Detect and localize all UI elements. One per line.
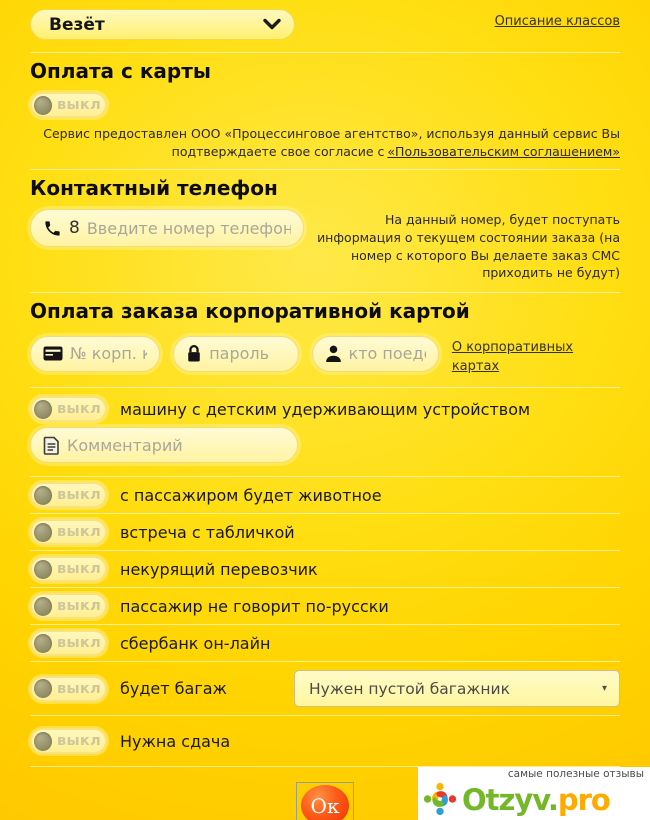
- option-label: Нужна сдача: [120, 731, 231, 751]
- divider: [30, 169, 620, 170]
- comment-document-icon: [43, 436, 60, 455]
- option-row-change-needed: [0, 716, 650, 766]
- credit-card-icon: [43, 346, 63, 361]
- option-row-animal: [0, 477, 650, 513]
- option-label: некурящий перевозчик: [120, 559, 318, 579]
- ok-button[interactable]: [296, 782, 354, 820]
- option-row-baggage: [0, 662, 650, 715]
- phone-input-pill: [30, 209, 304, 247]
- tariff-class-value: Везёт: [49, 14, 105, 35]
- otzyv-logo-icon: [422, 781, 458, 820]
- option-row-non-smoking: [0, 551, 650, 587]
- toggle-state-label: выкл: [57, 561, 101, 577]
- baggage-select[interactable]: [294, 670, 620, 707]
- disclaimer-text: Сервис предоставлен ООО «Процессинговое агентство», используя данный сервис Вы подтверждаете свое согласие с: [43, 126, 620, 159]
- toggle-sberbank[interactable]: [30, 630, 107, 656]
- corporate-row: [0, 323, 650, 374]
- toggle-state-label: выкл: [57, 524, 101, 540]
- tariff-class-select[interactable]: [30, 9, 295, 40]
- toggle-baggage[interactable]: [30, 676, 107, 702]
- option-row-no-russian: [0, 588, 650, 624]
- toggle-state-label: выкл: [57, 635, 101, 651]
- classes-description-link[interactable]: Описание классов: [494, 14, 620, 29]
- card-payment-disclaimer: [30, 125, 620, 160]
- otzyv-watermark: [418, 767, 650, 820]
- comment-input[interactable]: [67, 436, 285, 455]
- option-row-child-seat: [0, 388, 650, 422]
- phone-icon: [43, 219, 62, 238]
- toggle-knob-icon: [34, 96, 52, 115]
- comment-wrap: [0, 422, 650, 476]
- options-list: [0, 388, 650, 767]
- toggle-state-label: выкл: [57, 401, 101, 417]
- option-label: сбербанк он-лайн: [120, 633, 271, 653]
- brand-main: Otzyv: [462, 783, 548, 818]
- ok-button-circle: [301, 785, 349, 820]
- topbar: [0, 0, 650, 40]
- toggle-knob-icon: [34, 679, 52, 698]
- option-label: с пассажиром будет животное: [120, 485, 382, 505]
- user-agreement-link[interactable]: «Пользовательским соглашением»: [387, 143, 620, 159]
- corporate-passenger-input[interactable]: [349, 344, 426, 363]
- toggle-knob-icon: [34, 560, 52, 579]
- corporate-card-number-input[interactable]: [70, 344, 147, 363]
- divider: [30, 52, 620, 53]
- corporate-card-pill: [30, 336, 160, 372]
- option-label: будет багаж: [120, 679, 227, 698]
- card-payment-toggle-row: [0, 83, 650, 118]
- brand-dot: .: [547, 783, 558, 818]
- corporate-password-pill: [173, 336, 298, 372]
- toggle-knob-icon: [34, 634, 52, 653]
- phone-hint: На данный номер, будет поступать информация о текущем состоянии заказа (на номер с которого Вы делаете заказ СМС приходить не будут): [317, 212, 620, 281]
- toggle-knob-icon: [34, 400, 52, 419]
- toggle-state-label: выкл: [57, 680, 101, 697]
- option-label: пассажир не говорит по-русски: [120, 596, 389, 616]
- toggle-knob-icon: [34, 732, 52, 751]
- ok-button-label: Ок: [310, 793, 340, 818]
- toggle-card-payment[interactable]: [30, 92, 107, 118]
- person-icon: [325, 345, 342, 363]
- select-arrow-icon: ▾: [601, 683, 607, 694]
- corporate-passenger-pill: [312, 336, 439, 372]
- baggage-select-value: Нужен пустой багажник: [309, 679, 510, 698]
- corporate-title: Оплата заказа корпоративной картой: [30, 299, 470, 323]
- comment-pill: [30, 427, 298, 463]
- card-payment-title: Оплата с карты: [30, 59, 211, 83]
- corporate-cards-link[interactable]: О корпоративных картах: [451, 340, 574, 374]
- contact-phone-title: Контактный телефон: [30, 176, 278, 200]
- toggle-knob-icon: [34, 486, 52, 505]
- toggle-child-seat[interactable]: [30, 396, 107, 422]
- divider: [30, 292, 620, 293]
- toggle-knob-icon: [34, 523, 52, 542]
- phone-prefix: 8: [69, 218, 80, 238]
- brand-tld: pro: [557, 783, 610, 818]
- toggle-change-needed[interactable]: [30, 728, 107, 754]
- watermark-tagline: самые полезные отзывы: [507, 768, 644, 780]
- watermark-brand-row: [422, 781, 644, 820]
- phone-input[interactable]: [87, 219, 291, 238]
- phone-row: [0, 200, 650, 282]
- toggle-state-label: выкл: [57, 97, 101, 113]
- option-label: машину с детским удерживающим устройством: [120, 399, 531, 419]
- toggle-animal[interactable]: [30, 482, 107, 508]
- toggle-state-label: выкл: [57, 598, 101, 614]
- lock-icon: [186, 344, 202, 363]
- option-row-sign-meeting: [0, 514, 650, 550]
- chevron-down-icon: [263, 15, 281, 34]
- watermark-brand: [462, 783, 610, 818]
- toggle-non-smoking[interactable]: [30, 556, 107, 582]
- toggle-sign-meeting[interactable]: [30, 519, 107, 545]
- toggle-state-label: выкл: [57, 487, 101, 503]
- toggle-state-label: выкл: [57, 733, 101, 749]
- option-label: встреча с табличкой: [120, 522, 295, 542]
- toggle-no-russian[interactable]: [30, 593, 107, 619]
- option-row-sberbank: [0, 625, 650, 661]
- toggle-knob-icon: [34, 597, 52, 616]
- corporate-password-input[interactable]: [209, 344, 285, 363]
